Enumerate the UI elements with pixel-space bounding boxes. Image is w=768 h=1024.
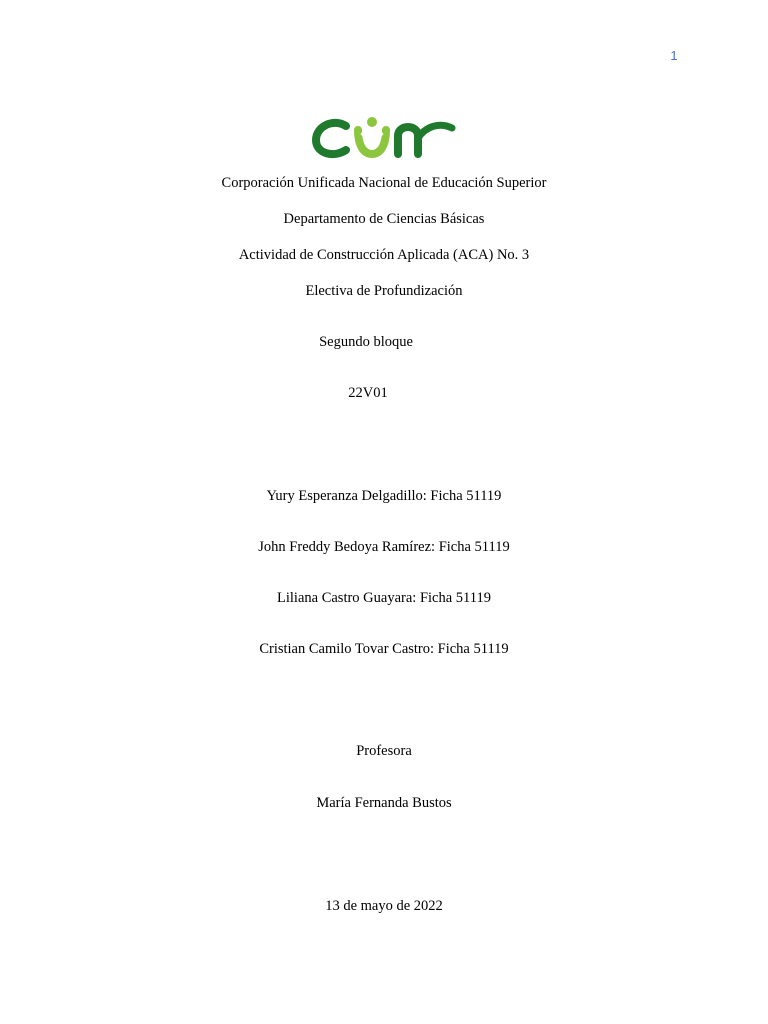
page-number: 1 <box>670 48 678 63</box>
author-1: Yury Esperanza Delgadillo: Ficha 51119 <box>266 488 502 504</box>
department-name: Departamento de Ciencias Básicas <box>283 211 485 227</box>
institution-name: Corporación Unificada Nacional de Educación Superior <box>221 175 547 191</box>
block-name: Segundo bloque <box>319 334 413 350</box>
professor-label: Profesora <box>356 743 412 759</box>
author-4: Cristian Camilo Tovar Castro: Ficha 51119 <box>259 641 509 657</box>
cun-logo-icon <box>312 112 456 160</box>
author-2: John Freddy Bedoya Ramírez: Ficha 51119 <box>258 539 510 555</box>
course-name: Electiva de Profundización <box>305 283 463 299</box>
group-code: 22V01 <box>348 385 388 401</box>
author-3: Liliana Castro Guayara: Ficha 51119 <box>277 590 491 606</box>
activity-title: Actividad de Construcción Aplicada (ACA) No. 3 <box>238 247 530 263</box>
document-date: 13 de mayo de 2022 <box>325 898 443 914</box>
professor-name: María Fernanda Bustos <box>316 795 452 811</box>
